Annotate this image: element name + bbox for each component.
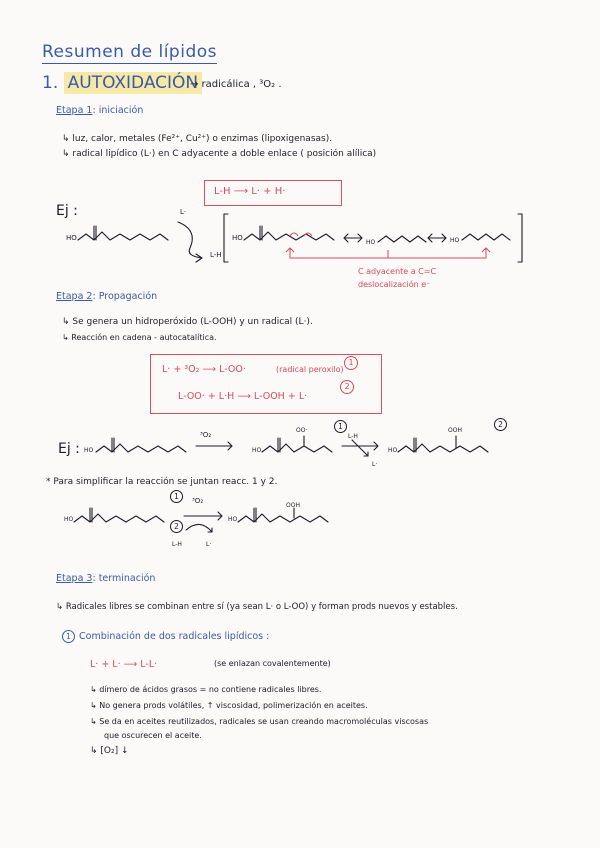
step2-ldot-label: L·: [372, 461, 378, 468]
step3-sub-number: 1: [62, 630, 75, 643]
step2-label: Etapa 2: [56, 291, 93, 302]
step3-label: Etapa 3: [56, 573, 93, 584]
step3-bullet3: ↳ Se da en aceites reutilizados, radicales se usan creando macromoléculas viscosas: [90, 717, 429, 726]
step1-ho-label: HO: [66, 234, 77, 242]
step2-simpl-circle-2: 2: [170, 520, 183, 533]
step3-bullet1: ↳ dímero de ácidos grasos = no contiene radicales libres.: [90, 685, 322, 694]
step2-line2: ↳ Reacción en cadena - autocatalítica.: [62, 333, 217, 342]
step3-heading: [56, 574, 155, 584]
step1-line1: ↳ luz, calor, metales (Fe²⁺, Cu²⁺) o enzimas (lipoxigenasas).: [62, 134, 333, 144]
step2-name: : Propagación: [92, 291, 158, 302]
step2-ex-circle-2: 2: [494, 418, 507, 431]
step2-ldot2-label: L·: [206, 541, 212, 548]
step1-ldot-label: L·: [180, 208, 187, 216]
step2-oo-label: OO·: [296, 427, 308, 434]
step1-lh-label: L-H: [210, 251, 222, 259]
step2-example-label: Ej :: [58, 441, 80, 457]
step1-name: : iniciación: [92, 105, 144, 116]
step2-simpl-circle-1: 1: [170, 490, 183, 503]
step3-sub-title: Combinación de dos radicales lipídicos :: [79, 631, 270, 642]
step2-ooh2-label: OOH: [286, 502, 300, 509]
step2-ooh-label: OOH: [448, 427, 462, 434]
step2-ho2-label: HO: [252, 447, 262, 454]
step2-eq1: L· + ³O₂ ⟶ L-OO·: [162, 364, 246, 375]
step1-example-label: Ej :: [56, 203, 78, 219]
step2-ex-circle-1: 1: [334, 420, 347, 433]
step2-o2-label: ³O₂: [200, 431, 212, 439]
section-name: AUTOXIDACIÓN: [64, 72, 203, 94]
step2-ho5-label: HO: [228, 516, 238, 523]
step2-ho3-label: HO: [388, 447, 398, 454]
step2-circle-2: 2: [340, 380, 354, 394]
step3-equation: L· + L· ⟶ L-L·: [90, 659, 158, 670]
step2-note: * Para simplificar la reacción se juntan reacc. 1 y 2.: [46, 477, 278, 487]
page-title: Resumen de lípidos: [42, 42, 217, 62]
step2-eq2: L-OO· + L·H ⟶ L-OOH + L·: [178, 391, 308, 402]
section-number: 1.: [42, 73, 59, 93]
step3-subheading: [62, 630, 269, 643]
step1-caption2: deslocalización e⁻: [358, 280, 431, 289]
step1-label: Etapa 1: [56, 105, 93, 116]
step3-bullet2: ↳ No genera prods volátiles, ↑ viscosidad, polimerización en aceites.: [90, 701, 368, 710]
step1-ho3-label: HO: [366, 239, 376, 246]
step2-o2b-label: ³O₂: [192, 497, 204, 505]
step2-ho4-label: HO: [64, 516, 74, 523]
step2-line1: ↳ Se genera un hidroperóxido (L-OOH) y un radical (L·).: [62, 317, 313, 327]
step2-lh-label: L-H: [348, 433, 358, 440]
step3-bullet4: ↳ [O₂] ↓: [90, 746, 129, 756]
step3-name: : terminación: [92, 573, 156, 584]
step1-ho2-label: HO: [232, 234, 243, 242]
step2-lh2-label: L-H: [172, 541, 182, 548]
step2-eq1-note: (radical peroxilo): [276, 365, 344, 374]
step1-equation: L-H ⟶ L· + H·: [214, 186, 286, 197]
step1-caption1: C adyacente a C=C: [358, 267, 437, 276]
section-note: → radicálica , ³O₂ .: [190, 79, 282, 90]
step3-bullet3b: que oscurecen el aceite.: [104, 731, 202, 740]
step2-ho1-label: HO: [84, 447, 94, 454]
step3-equation-note: (se enlazan covalentemente): [214, 659, 331, 668]
step1-ho4-label: HO: [450, 237, 460, 244]
step1-line2: ↳ radical lipídico (L·) en C adyacente a doble enlace ( posición alílica): [62, 149, 377, 159]
step2-circle-1: 1: [344, 356, 358, 370]
step3-line1: ↳ Radicales libres se combinan entre sí (ya sean L· o L-OO) y forman prods nuevos y estables.: [56, 602, 458, 612]
